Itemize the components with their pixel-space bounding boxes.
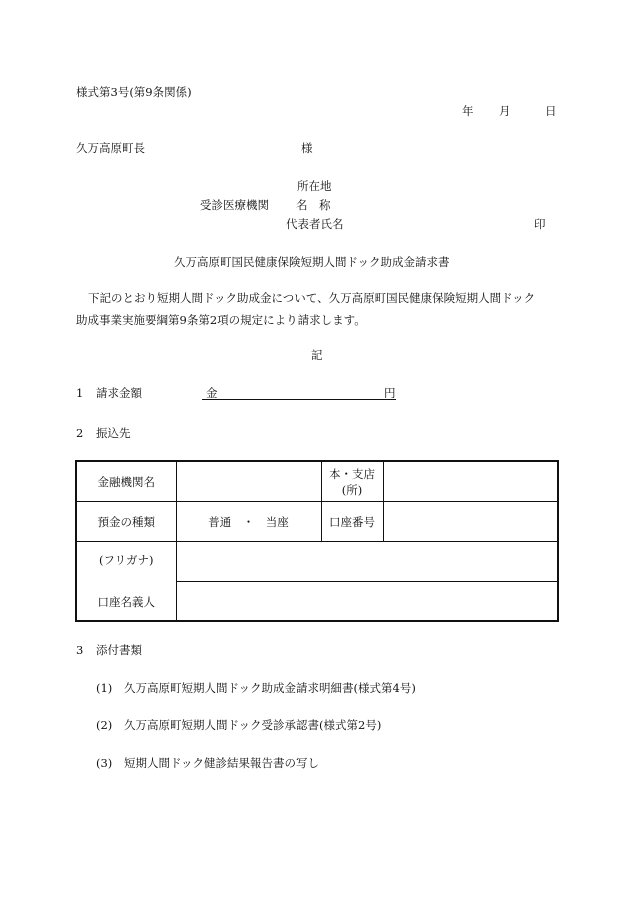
item2-number: 2: [76, 426, 84, 440]
addressee: 久万高原町長: [76, 141, 145, 155]
branch-label-line2: (所): [341, 482, 363, 497]
date-month: 月: [499, 104, 511, 118]
ki-heading: 記: [311, 348, 323, 362]
bank-transfer-table: [75, 460, 559, 622]
table-row: [76, 542, 558, 582]
attachment-2-text: 久万高原町短期人間ドック受診承認書(様式第2号): [124, 718, 382, 732]
account-number-label: 口座番号: [321, 502, 383, 542]
date-day: 日: [545, 104, 557, 118]
holder-label: 口座名義人: [97, 595, 155, 609]
amount-prefix: 金: [206, 386, 218, 400]
attachment-2-number: (2): [96, 718, 113, 732]
branch-label: [321, 461, 383, 502]
honorific: 様: [301, 141, 313, 155]
table-row: [76, 502, 558, 542]
branch-field[interactable]: [383, 461, 558, 502]
date-year: 年: [462, 104, 474, 118]
item1-label: 請求金額: [96, 386, 142, 400]
document-title: 久万高原町国民健康保険短期人間ドック助成金請求書: [174, 255, 450, 269]
item1-number: 1: [76, 386, 84, 400]
account-number-field[interactable]: [383, 502, 558, 542]
seal-mark: 印: [534, 217, 546, 231]
account-type-options[interactable]: 普通 ・ 当座: [176, 502, 321, 542]
attachment-1-text: 久万高原町短期人間ドック助成金請求明細書(様式第4号): [124, 681, 416, 695]
bank-name-label: 金融機関名: [76, 461, 176, 502]
attachment-3-text: 短期人間ドック健診結果報告書の写し: [124, 756, 320, 770]
item3-label: 添付書類: [96, 643, 142, 657]
attachment-3-number: (3): [96, 756, 113, 770]
body-line-1: 下記のとおり短期人間ドック助成金について、久万高原町国民健康保険短期人間ドック: [88, 291, 536, 305]
bank-name-field[interactable]: [176, 461, 321, 502]
branch-label-line1: 本・支店: [329, 466, 375, 481]
form-number: 様式第3号(第9条関係): [76, 85, 192, 99]
amount-underline: [202, 399, 396, 400]
item2-label: 振込先: [96, 426, 131, 440]
representative-label: 代表者氏名: [286, 217, 344, 231]
body-line-2: 助成事業実施要綱第9条第2項の規定により請求します。: [76, 313, 366, 327]
amount-unit: 円: [384, 386, 396, 400]
account-type-label: 預金の種類: [76, 502, 176, 542]
institution-label: 受診医療機関: [200, 198, 269, 212]
address-label: 所在地: [297, 179, 332, 193]
item3-number: 3: [76, 643, 84, 657]
holder-name-field[interactable]: [176, 582, 558, 622]
furigana-label: (フリガナ): [99, 553, 154, 567]
table-row: [76, 461, 558, 502]
institution-name-label: 名 称: [296, 198, 331, 212]
attachment-1-number: (1): [96, 681, 113, 695]
account-holder-label-cell: [76, 542, 176, 622]
furigana-field[interactable]: [176, 542, 558, 582]
